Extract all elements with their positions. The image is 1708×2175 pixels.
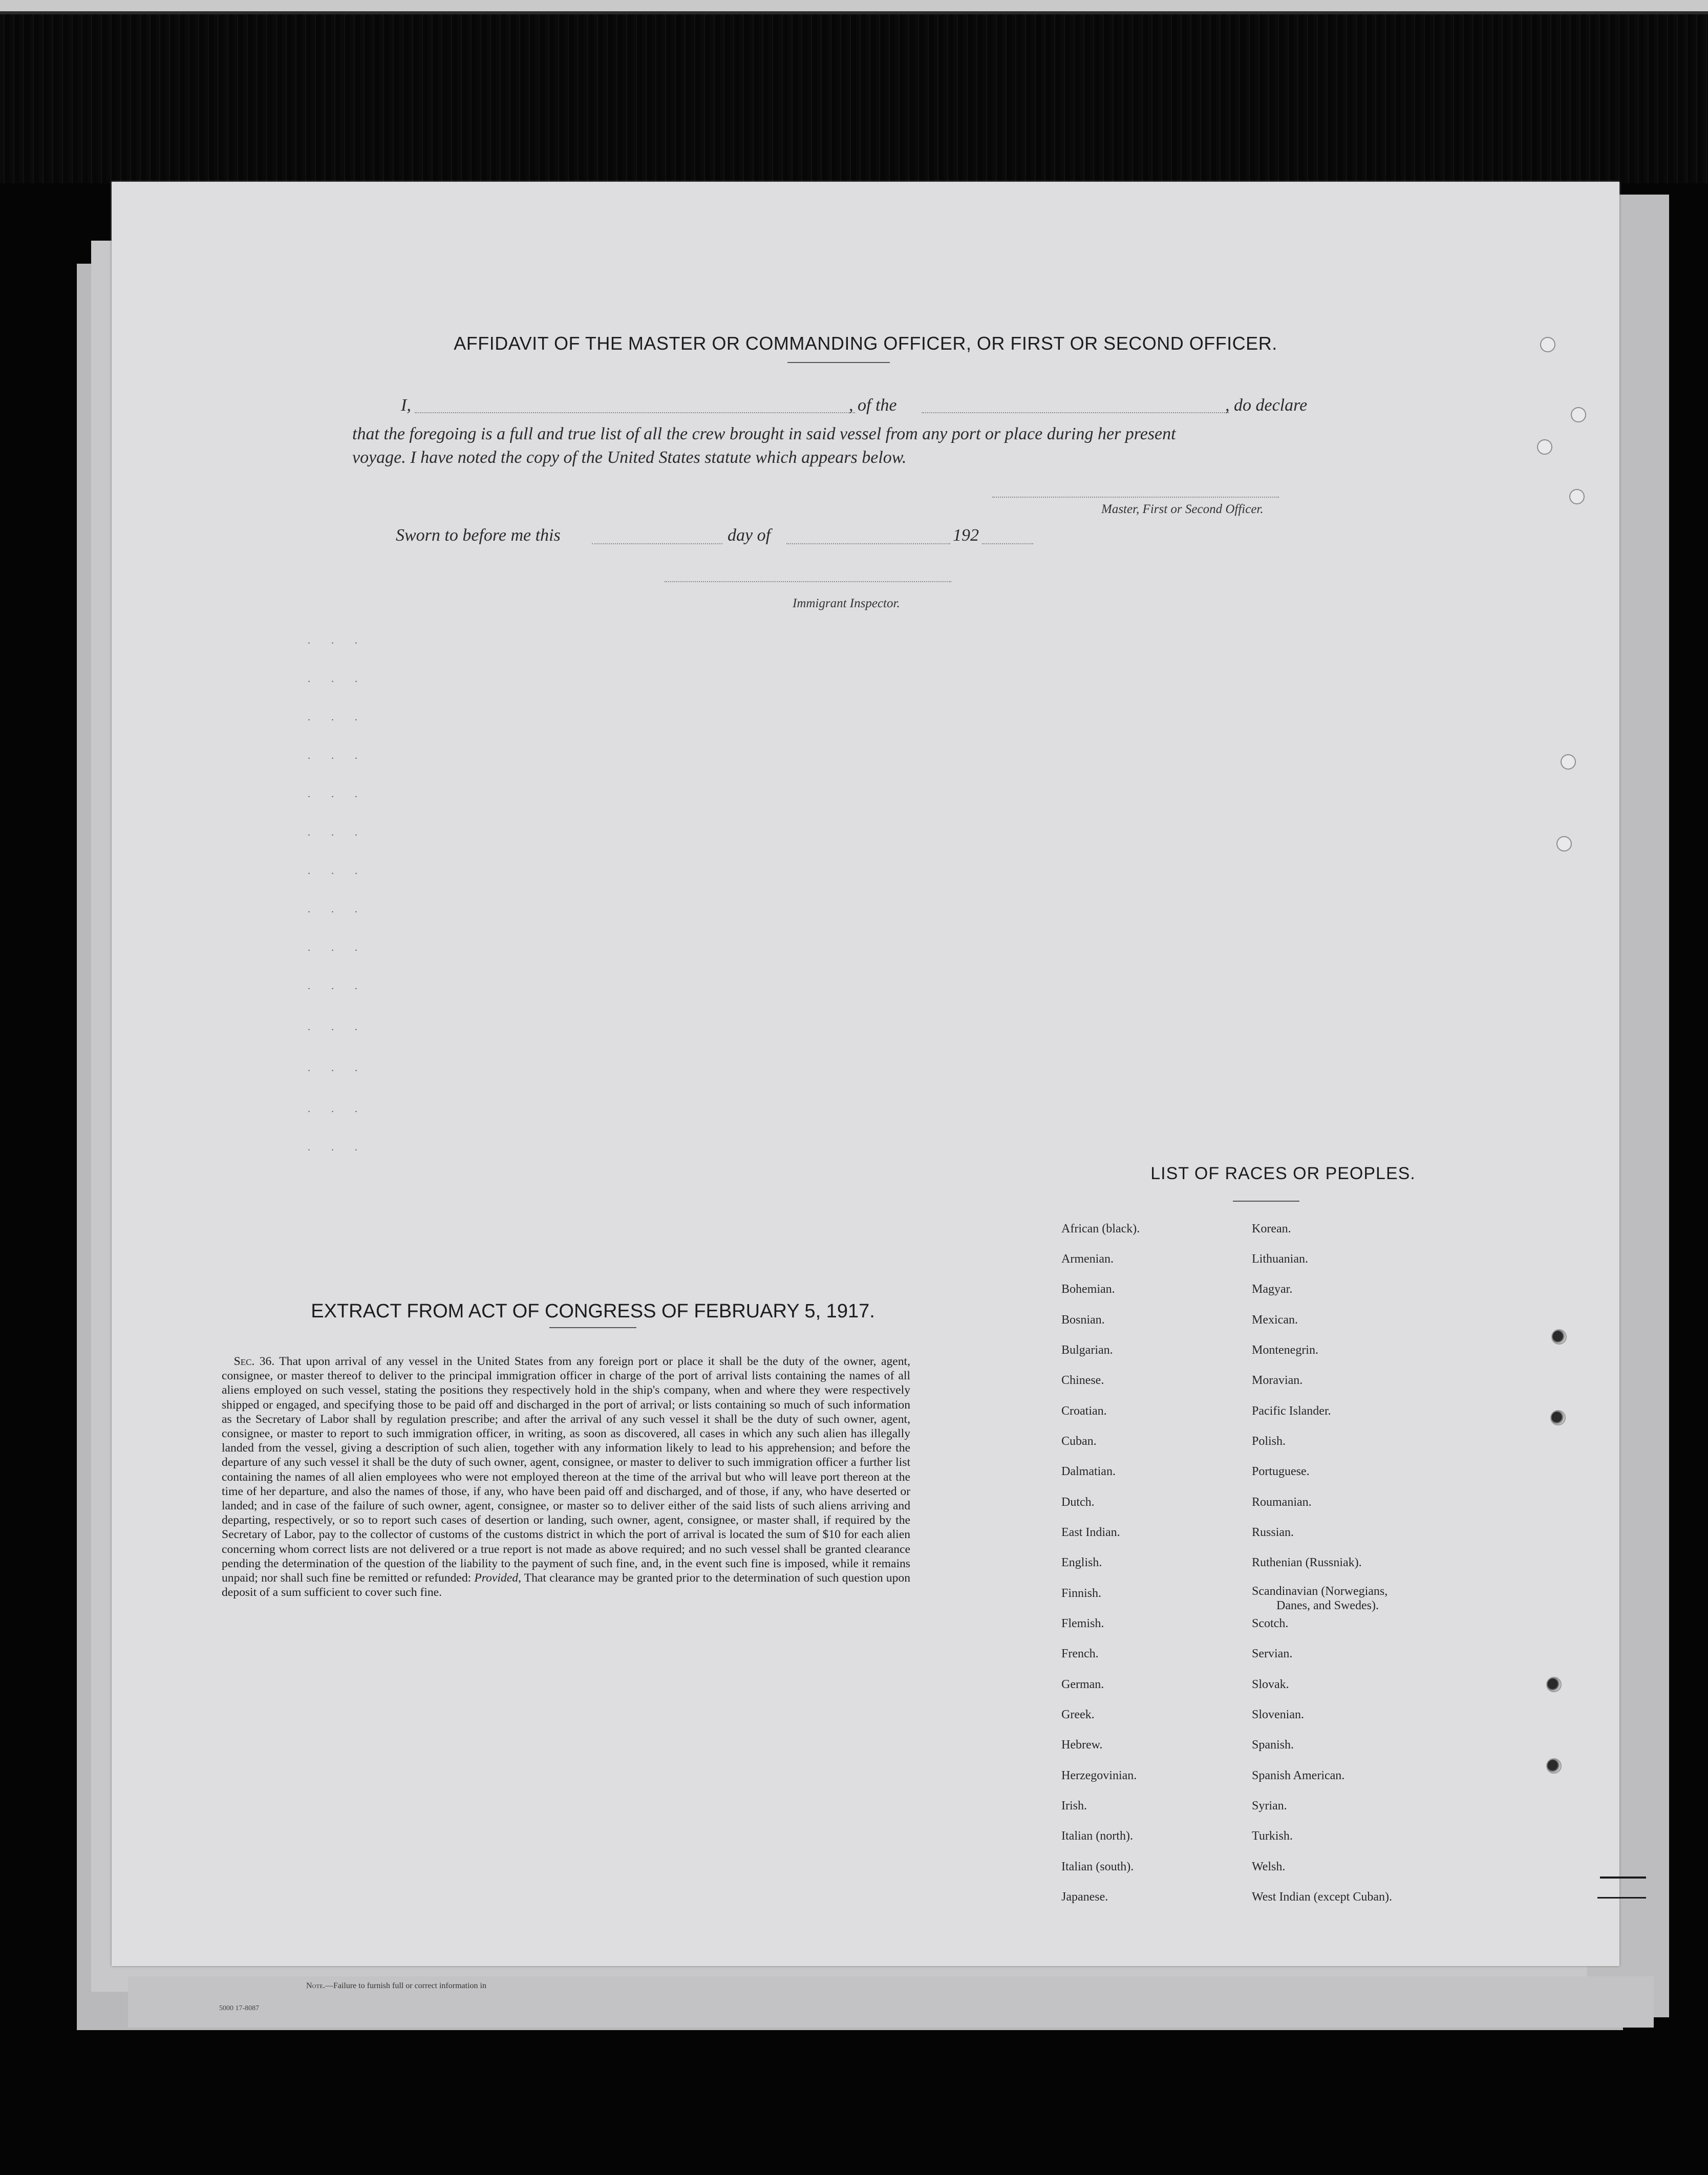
sheet-edge-line [1600, 1877, 1646, 1879]
race-item: African (black). [1061, 1222, 1140, 1235]
day-of-label: day of [728, 526, 771, 545]
race-item: Japanese. [1061, 1890, 1108, 1904]
inspector-caption: Immigrant Inspector. [793, 596, 900, 610]
race-item: Slovenian. [1252, 1708, 1304, 1721]
race-item: Syrian. [1252, 1799, 1287, 1813]
race-item: Turkish. [1252, 1829, 1293, 1843]
master-name-field[interactable] [415, 412, 855, 413]
races-title: LIST OF RACES OR PEOPLES. [1150, 1164, 1416, 1183]
scanner-top-edge [0, 0, 1708, 11]
affidavit-i-label: I, [401, 396, 411, 415]
race-item: Croatian. [1061, 1404, 1107, 1418]
race-item-continuation: Danes, and Swedes). [1276, 1599, 1379, 1612]
margin-dots: . . . [308, 1142, 367, 1153]
race-item: Slovak. [1252, 1678, 1289, 1691]
punch-hole [1569, 489, 1585, 504]
footer-note [306, 1981, 486, 1991]
race-item: Chinese. [1061, 1374, 1104, 1387]
race-item: Italian (north). [1061, 1829, 1133, 1843]
race-item: Flemish. [1061, 1617, 1104, 1630]
margin-dots: . . . [308, 827, 367, 838]
margin-dots: . . . [308, 1062, 367, 1074]
race-item: Welsh. [1252, 1860, 1286, 1873]
race-item: Scotch. [1252, 1617, 1289, 1630]
section-body: That upon arrival of any vessel in the United States from any foreign port or place it shall be the duty of the owner, agent, consignee, or master thereof to deliver to the principal immigration officer in charge of the port of arrival lists containing the names of all aliens employed on such vessel, stating the positions they respectively hold in the ship's company, when and where they were respectively shipped or engaged, and specifying those to be paid off and discharged in the port of arrival; or lists containing so much of such information as the Secretary of Labor shall by regulation prescribe; and after the arrival of any such vessel it shall be the duty of such owner, agent, consignee, or master to report to such immigration officer, in writing, as soon as discovered, all cases in which any such alien has illegally landed from the vessel, giving a description of such alien, together with any information likely to lead to his apprehension; and before the departure of any such vessel it shall be the duty of such owner, agent, consignee, or master to deliver to such immigration officer a further list containing the names of all alien employees who were not employed thereon at the time of the arrival but who will leave port thereon at the time of her departure, and also the names of those, if any, who have been paid off and discharged, and of those, if any, who have deserted or landed; and in case of the failure of such owner, agent, consignee, or master so to deliver either of the said lists of such aliens arriving and departing, respectively, or so to report such cases of desertion or landing, such owner, agent, consignee, or master shall, if required by the Secretary of Labor, pay to the collector of customs of the customs district in which the port of arrival is located the sum of $10 for each alien concerning whom correct lists are not delivered or a true report is not made as above required; and no such vessel shall be granted clearance pending the determination of the question of the liability to the payment of such fine, and, in the event such fine is imposed, while it remains unpaid; nor shall such fine be remitted or refunded: [222, 1355, 910, 1585]
sworn-month-field[interactable] [786, 543, 950, 544]
margin-dots: . . . [308, 942, 367, 953]
race-item: Ruthenian (Russniak). [1252, 1556, 1362, 1569]
punch-hole [1551, 1329, 1567, 1345]
race-item: French. [1061, 1647, 1099, 1660]
race-item: Montenegrin. [1252, 1344, 1318, 1357]
race-item: Russian. [1252, 1526, 1294, 1539]
race-item: Spanish American. [1252, 1769, 1345, 1782]
provided-word: Provided, [474, 1571, 521, 1585]
scanner-background-noise [0, 14, 1708, 183]
race-item: Lithuanian. [1252, 1252, 1308, 1266]
race-item: Hebrew. [1061, 1738, 1103, 1752]
race-item: Bulgarian. [1061, 1344, 1113, 1357]
margin-dots: . . . [308, 788, 367, 800]
section-proviso: That clearance may be granted prior to the determination of such question upon deposit of a sum sufficient to cover such fine. [222, 1571, 910, 1600]
race-item: Dalmatian. [1061, 1465, 1116, 1478]
race-item: Herzegovinian. [1061, 1769, 1137, 1782]
punch-hole [1556, 836, 1572, 851]
margin-dots: . . . [308, 750, 367, 761]
race-item: Bohemian. [1061, 1283, 1115, 1296]
race-item: East Indian. [1061, 1526, 1120, 1539]
punch-hole [1540, 337, 1555, 352]
affidavit-line-2: that the foregoing is a full and true list of all the crew brought in said vessel from any port or place during her present [352, 424, 1176, 443]
affidavit-do-declare-label: , do declare [1225, 396, 1308, 415]
margin-dots: . . . [308, 635, 367, 646]
race-item: Polish. [1252, 1435, 1286, 1448]
document-page [112, 182, 1619, 2012]
punch-hole [1546, 1677, 1562, 1692]
vessel-name-field[interactable] [922, 412, 1229, 413]
sworn-label: Sworn to before me this [396, 526, 561, 545]
extract-title: EXTRACT FROM ACT OF CONGRESS OF FEBRUARY 5, 1917. [311, 1300, 875, 1322]
year-label: 192 [953, 526, 979, 545]
extract-title-rule [549, 1327, 636, 1328]
race-item: Cuban. [1061, 1435, 1097, 1448]
race-item: Portuguese. [1252, 1465, 1310, 1478]
note-label: Note. [306, 1981, 325, 1990]
sworn-day-field[interactable] [592, 543, 722, 544]
extract-section-36-text [222, 1354, 910, 1600]
margin-dots: . . . [308, 1103, 367, 1115]
race-item: Spanish. [1252, 1738, 1294, 1752]
margin-dots: . . . [308, 673, 367, 685]
race-item: Irish. [1061, 1799, 1087, 1813]
race-item: Scandinavian (Norwegians, [1252, 1585, 1388, 1598]
margin-dots: . . . [308, 712, 367, 723]
officer-signature-field[interactable] [992, 497, 1279, 498]
race-item: German. [1061, 1678, 1104, 1691]
punch-hole [1537, 439, 1552, 455]
race-item: Servian. [1252, 1647, 1293, 1660]
race-item: Bosnian. [1061, 1313, 1105, 1327]
race-item: West Indian (except Cuban). [1252, 1890, 1392, 1904]
affidavit-line-3: voyage. I have noted the copy of the United States statute which appears below. [352, 448, 907, 467]
race-item: Armenian. [1061, 1252, 1114, 1266]
affidavit-title-rule [787, 362, 890, 363]
affidavit-title: AFFIDAVIT OF THE MASTER OR COMMANDING OFFICER, OR FIRST OR SECOND OFFICER. [454, 333, 1277, 354]
race-item: Italian (south). [1061, 1860, 1134, 1873]
punch-hole [1546, 1758, 1562, 1774]
race-item: Moravian. [1252, 1374, 1303, 1387]
race-item: Finnish. [1061, 1587, 1102, 1600]
signature-caption: Master, First or Second Officer. [1101, 502, 1264, 516]
section-label: Sec. 36. [233, 1355, 275, 1368]
form-number: 5000 17-8087 [219, 2005, 260, 2012]
race-item: Greek. [1061, 1708, 1095, 1721]
race-item: Magyar. [1252, 1283, 1293, 1296]
race-item: Roumanian. [1252, 1496, 1312, 1509]
races-title-rule [1233, 1201, 1299, 1202]
sheet-edge-line [1597, 1897, 1646, 1899]
inspector-signature-field[interactable] [665, 581, 951, 582]
race-item: Pacific Islander. [1252, 1404, 1331, 1418]
note-text: —Failure to furnish full or correct information in [325, 1981, 486, 1990]
margin-dots: . . . [308, 1021, 367, 1033]
punch-hole [1550, 1410, 1566, 1425]
race-item: Korean. [1252, 1222, 1291, 1235]
sworn-year-field[interactable] [982, 543, 1033, 544]
race-item: English. [1061, 1556, 1102, 1569]
affidavit-of-the-label: , of the [849, 396, 897, 415]
race-item: Mexican. [1252, 1313, 1298, 1327]
margin-dots: . . . [308, 865, 367, 877]
race-item: Dutch. [1061, 1496, 1095, 1509]
punch-hole [1561, 754, 1576, 770]
margin-dots: . . . [308, 904, 367, 915]
punch-hole [1571, 407, 1586, 422]
margin-dots: . . . [308, 980, 367, 992]
